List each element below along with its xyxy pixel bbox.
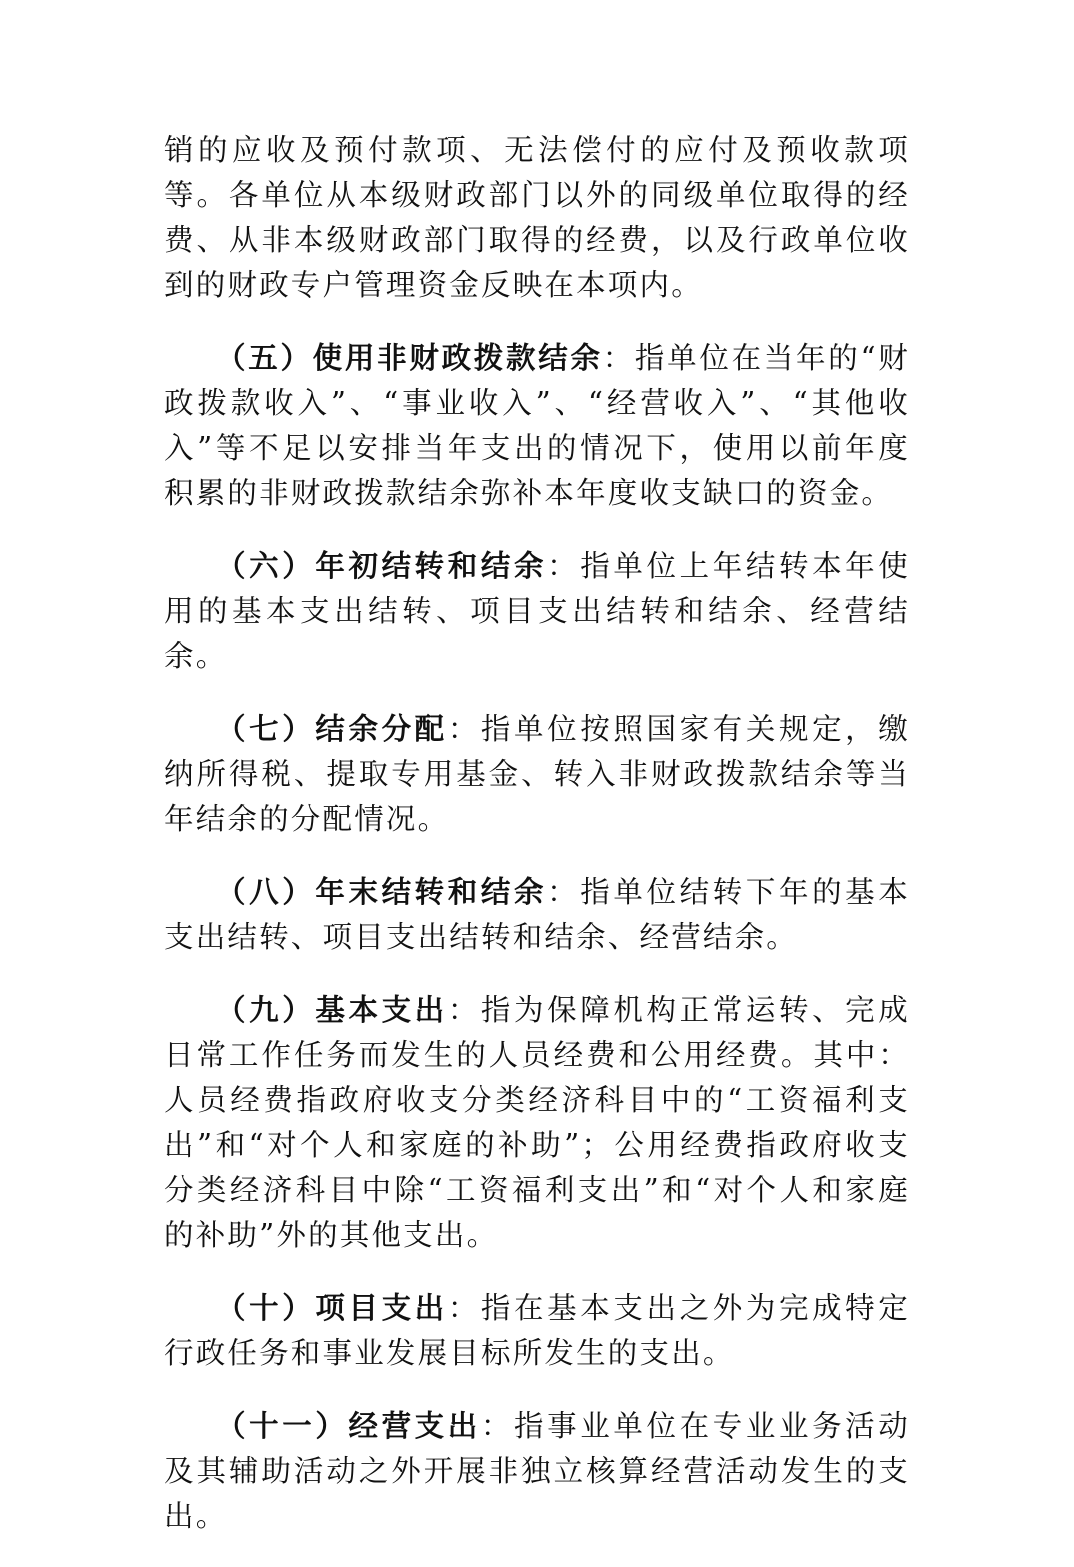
paragraph-term: （七）结余分配 xyxy=(216,712,448,746)
paragraph-body: ：指单位在当年的“财政拨款收入”、“事业收入”、“经营收入”、“其他收入”等不足以安排当年支出的情况下，使用以前年度积累的非财政拨款结余弥补本年度收支缺口的资金。 xyxy=(164,341,910,510)
paragraph-body: ：指单位结转下年的基本支出结转、项目支出结转和结余、经营结余。 xyxy=(164,875,910,954)
paragraph-term: （五）使用非财政拨款结余 xyxy=(216,341,603,375)
paragraph-term: （十）项目支出 xyxy=(216,1291,448,1325)
paragraph-continuation xyxy=(164,128,910,308)
paragraph-item-8 xyxy=(164,870,910,960)
paragraph-term: （八）年末结转和结余 xyxy=(216,875,548,909)
paragraph-item-9 xyxy=(164,988,910,1258)
paragraph-body: ：指为保障机构正常运转、完成日常工作任务而发生的人员经费和公用经费。其中：人员经费指政府收支分类经济科目中的“工资福利支出”和“对个人和家庭的补助”；公用经费指政府收支分类经济科目中除“工资福利支出”和“对个人和家庭的补助”外的其他支出。 xyxy=(164,993,910,1252)
paragraph-item-11 xyxy=(164,1404,910,1539)
paragraph-body: ：指事业单位在专业业务活动及其辅助活动之外开展非独立核算经营活动发生的支出。 xyxy=(164,1409,910,1533)
paragraph-item-10 xyxy=(164,1286,910,1376)
paragraph-body: ：指单位按照国家有关规定，缴纳所得税、提取专用基金、转入非财政拨款结余等当年结余的分配情况。 xyxy=(164,712,910,836)
paragraph-body: 销的应收及预付款项、无法偿付的应付及预收款项等。各单位从本级财政部门以外的同级单位取得的经费、从非本级财政部门取得的经费，以及行政单位收到的财政专户管理资金反映在本项内。 xyxy=(164,133,910,302)
paragraph-term: （六）年初结转和结余 xyxy=(216,549,548,583)
paragraph-body: ：指单位上年结转本年使用的基本支出结转、项目支出结转和结余、经营结余。 xyxy=(164,549,910,673)
paragraph-term: （九）基本支出 xyxy=(216,993,448,1027)
paragraph-item-5 xyxy=(164,336,910,516)
paragraph-item-7 xyxy=(164,707,910,842)
document-page xyxy=(164,128,910,1567)
paragraph-item-6 xyxy=(164,544,910,679)
paragraph-body: ：指在基本支出之外为完成特定行政任务和事业发展目标所发生的支出。 xyxy=(164,1291,910,1370)
paragraph-term: （十一）经营支出 xyxy=(216,1409,481,1443)
